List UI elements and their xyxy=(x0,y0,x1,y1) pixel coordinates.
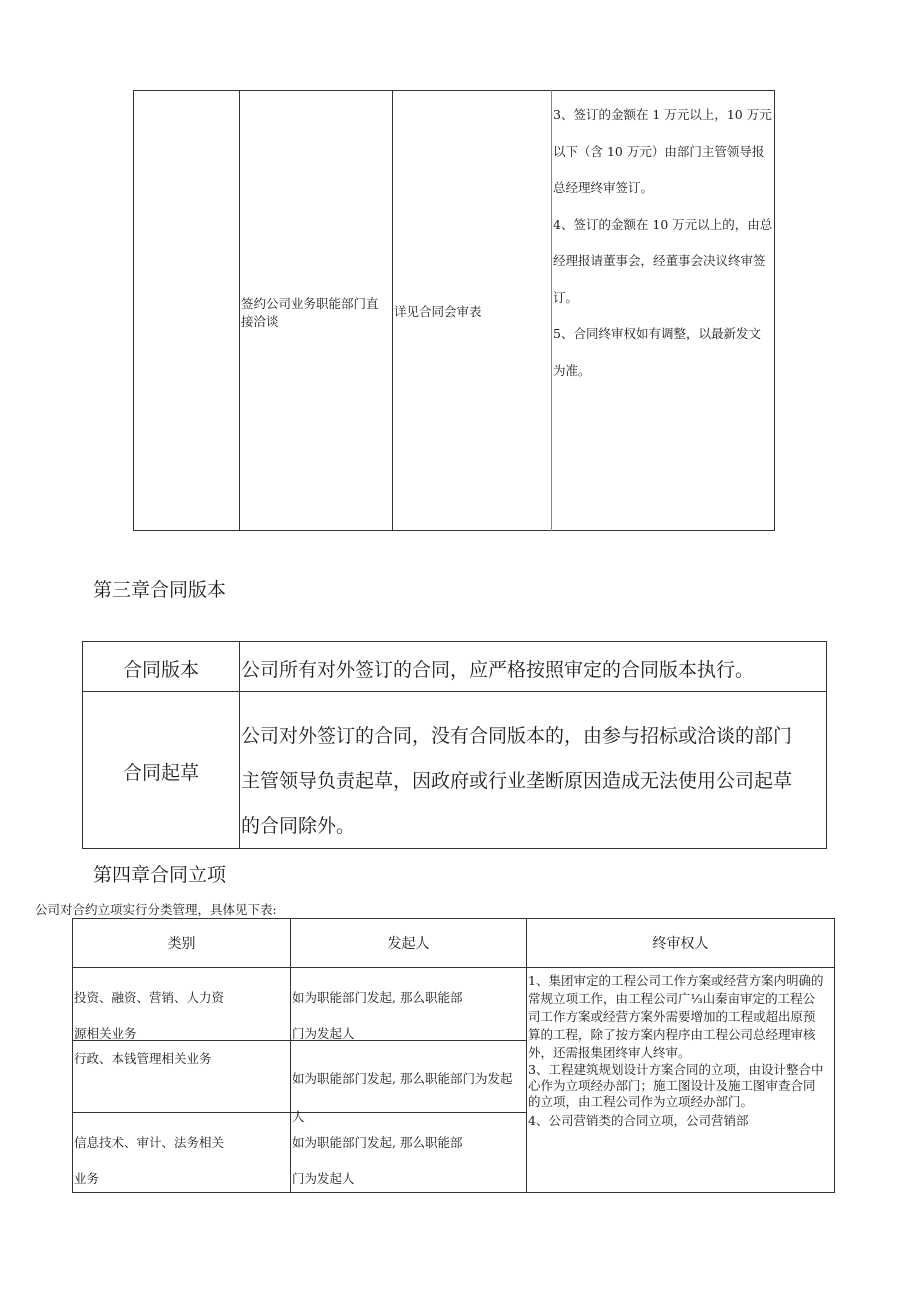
table-border-right xyxy=(834,918,835,1193)
rule-line: 3、签订的金额在 1 万元以上，10 万元 xyxy=(553,107,772,122)
header-final-authority: 终审权人 xyxy=(652,936,709,952)
text-line: 门为发起人 xyxy=(292,1026,355,1041)
text-line: 的合同除外。 xyxy=(241,815,356,837)
text-line: 4、公司营销类的合同立项，公司营销部 xyxy=(528,1113,749,1128)
chapter-4-intro: 公司对合约立项实行分类管理，具体见下表: xyxy=(35,902,277,917)
text-line: 如为职能部门发起, 那么职能部 xyxy=(292,990,463,1005)
cell-approval-rules xyxy=(553,108,775,400)
table-border-top xyxy=(72,918,835,919)
row-text-drafting xyxy=(241,714,826,849)
table-border-right xyxy=(826,641,827,849)
row-initiator xyxy=(292,980,526,1052)
table-border-left xyxy=(133,90,134,531)
header-initiator: 发起人 xyxy=(387,936,430,952)
text-line: 司工作方案或经营方案外需要增加的工程或超出原预 xyxy=(528,1009,816,1024)
header-category: 类别 xyxy=(167,936,196,952)
text-line: 门为发起人 xyxy=(292,1171,355,1186)
text-line: 外，还需报集团终审人终审。 xyxy=(528,1045,691,1060)
row-label-drafting: 合同起草 xyxy=(122,762,199,784)
table-col-divider xyxy=(526,918,527,1193)
row-category: 行政、本钱管理相关业务 xyxy=(74,1051,212,1066)
rule-line: 5、合同终审权如有调整，以最新发文 xyxy=(553,326,761,341)
chapter-3-title: 第三章合同版本 xyxy=(93,579,227,601)
table-row-divider xyxy=(82,691,827,692)
cell-line: 签约公司业务职能部门直 xyxy=(241,296,379,311)
row-category xyxy=(74,1125,289,1197)
row-category xyxy=(74,980,289,1052)
rule-line: 总经理终审签订。 xyxy=(553,180,654,195)
text-line: 信息技术、审计、法务相关 xyxy=(74,1135,225,1150)
text-line: 3、工程建筑规划设计方案合同的立项，由设计整合中 xyxy=(528,1062,824,1077)
text-line: 公司对外签订的合同，没有合同版本的，由参与招标或洽谈的部门 xyxy=(241,725,793,747)
row-text-version: 公司所有对外签订的合同，应严格按照审定的合同版本执行。 xyxy=(241,659,755,681)
text-line: 主管领导负责起草，因政府或行业垄断原因造成无法使用公司起草 xyxy=(241,770,793,792)
cell-review-reference: 详见合同会审表 xyxy=(394,304,482,319)
text-line: 业务 xyxy=(74,1171,100,1186)
cell-line: 接洽谈 xyxy=(241,314,279,329)
table-header-divider xyxy=(72,967,835,968)
row-initiator xyxy=(292,1125,526,1197)
rule-line: 订。 xyxy=(553,289,579,305)
text-line: 源相关业务 xyxy=(74,1026,137,1041)
table-border-top xyxy=(82,641,827,642)
rule-line: 为准。 xyxy=(553,362,591,378)
table-col-divider xyxy=(239,90,240,531)
text-line: 算的工程，除了按方案内程序由工程公司总经理审核 xyxy=(528,1027,816,1042)
final-authority-cell xyxy=(528,972,834,1130)
rule-line: 经理报请董事会，经董事会决议终审签 xyxy=(553,253,766,268)
rule-line: 4、签订的金额在 10 万元以上的，由总 xyxy=(553,216,773,232)
text-line: 如为职能部门发起, 那么职能部门为发起 xyxy=(292,1071,513,1086)
table-border-bottom xyxy=(133,530,775,531)
table-col-divider xyxy=(239,641,240,849)
text-line: 的立项，由工程公司作为立项经办部门。 xyxy=(528,1094,754,1109)
table-col-divider xyxy=(392,90,393,531)
text-line: 如为职能部门发起, 那么职能部 xyxy=(292,1135,463,1150)
table-border-left xyxy=(72,918,73,1193)
text-line: 心作为立项经办部门；施工图设计及施工图审查合同 xyxy=(528,1078,816,1093)
text-line: 1、集团审定的工程公司工作方案或经营方案内明确的 xyxy=(528,973,824,988)
text-line: 投资、融资、营销、人力资 xyxy=(74,990,225,1005)
chapter-4-title: 第四章合同立项 xyxy=(93,864,227,886)
row-label-version: 合同版本 xyxy=(122,659,199,681)
table-col-divider xyxy=(290,918,291,1193)
cell-signing-method xyxy=(241,297,391,329)
text-line: 常规立项工作，由工程公司广⅓山秦亩审定的工程公 xyxy=(528,991,816,1006)
text-line: 人 xyxy=(292,1109,305,1124)
rule-line: 以下（含 10 万元）由部门主管领导报 xyxy=(553,143,765,159)
table-border-top xyxy=(133,90,775,91)
table-col-divider xyxy=(551,90,552,531)
